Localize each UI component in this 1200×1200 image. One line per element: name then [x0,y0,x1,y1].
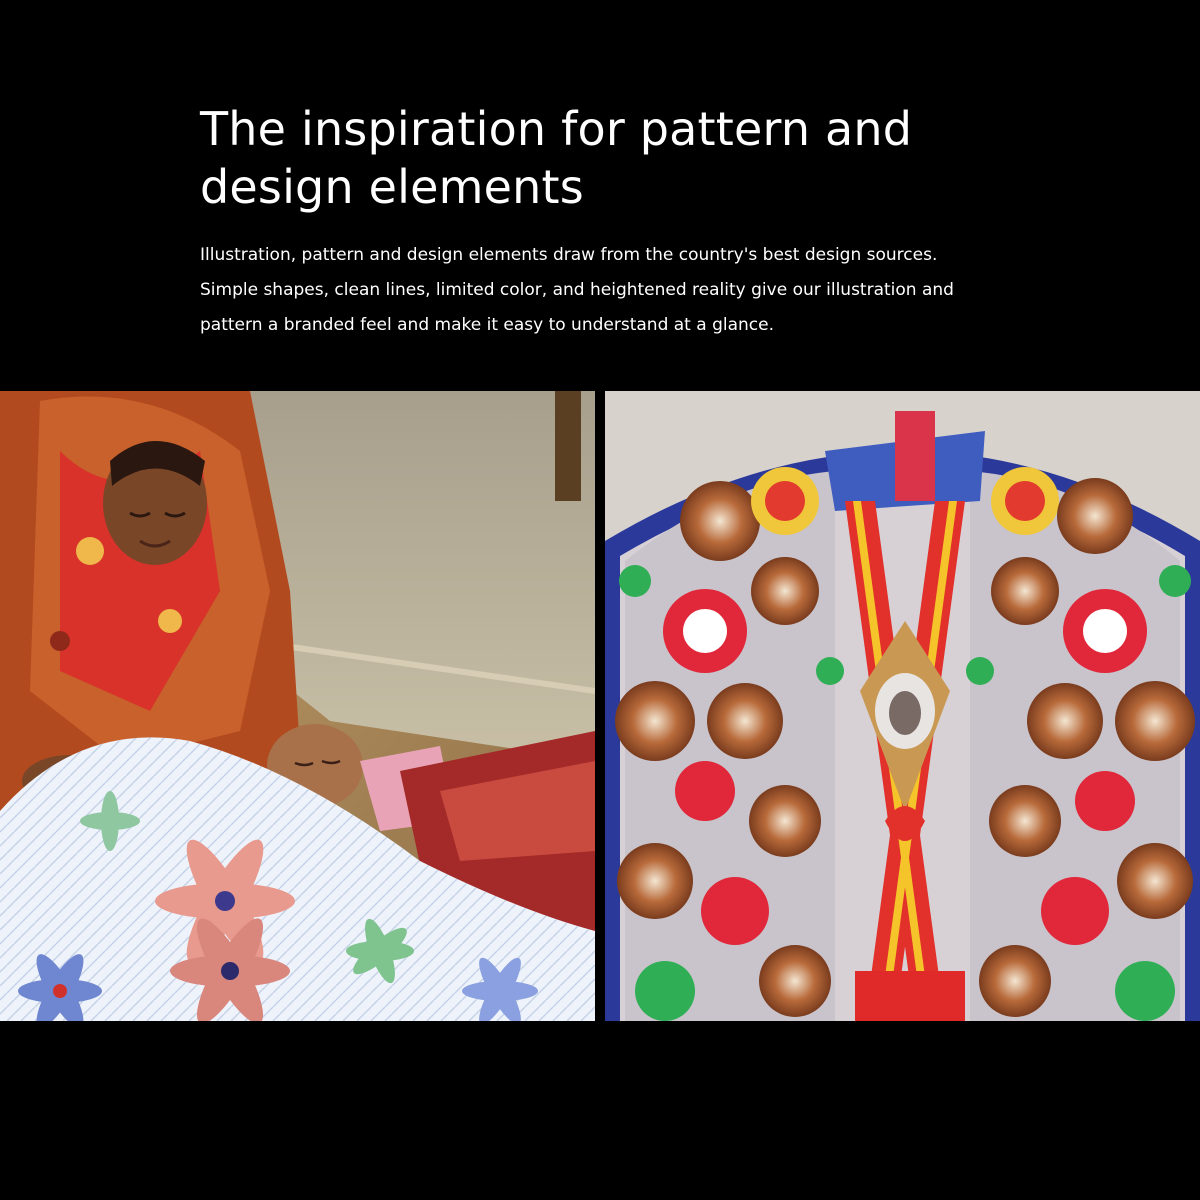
intro-paragraph: Illustration, pattern and design elements draw from the country's best design sources. Simple shapes, clean lines, limited color, and heightened reality give our illustration and pattern a branded feel and make it easy to understand at a glance. [200,245,954,335]
photo-rickshaw-art [605,391,1200,1021]
kantha-embroidery-illustration [0,391,595,1021]
rickshaw-art-illustration [605,391,1200,1021]
photo-kantha-embroidery [0,391,595,1021]
page-title: The inspiration for pattern and design elements [200,102,913,214]
intro-section [200,100,1020,343]
